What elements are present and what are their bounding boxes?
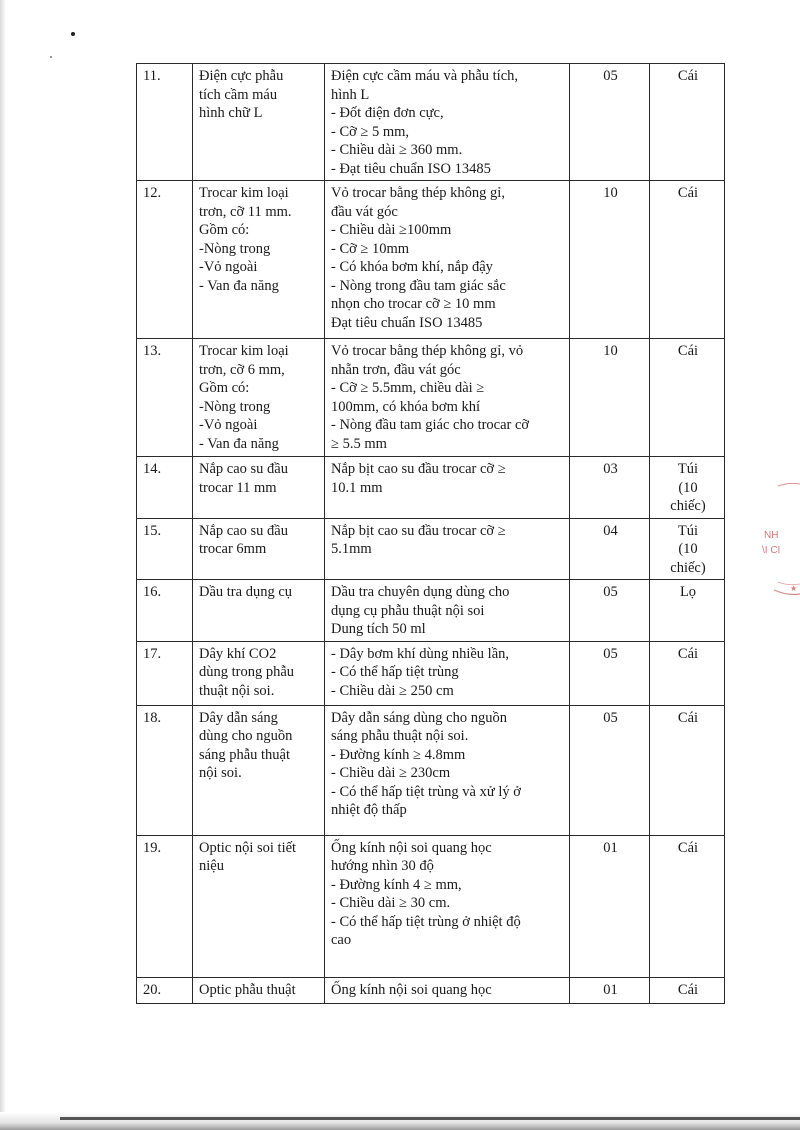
- item-specification: Vỏ trocar bằng thép không gỉ, đầu vát góc - Chiều dài ≥100mm - Cỡ ≥ 10mm - Có khóa bơm khí, nắp đậy - Nòng trong đầu tam giác sắc nhọn cho trocar cỡ ≥ 10 mm Đạt tiêu chuẩn ISO 13485: [325, 181, 570, 339]
- item-quantity: 05: [570, 580, 650, 642]
- item-specification: Vỏ trocar bằng thép không gỉ, vỏ nhẵn trơn, đầu vát góc - Cỡ ≥ 5.5mm, chiều dài ≥ 100mm, có khóa bơm khí - Nòng đầu tam giác cho trocar cỡ ≥ 5.5 mm: [325, 339, 570, 457]
- item-quantity: 05: [570, 64, 650, 181]
- table-row: [137, 181, 725, 339]
- table-row: [137, 641, 725, 705]
- item-name: Trocar kim loại trơn, cỡ 6 mm, Gồm có: -Nòng trong -Vỏ ngoài - Van đa năng: [193, 339, 325, 457]
- stamp-text: NH: [764, 530, 779, 541]
- table-row: [137, 64, 725, 181]
- item-quantity: 04: [570, 518, 650, 580]
- item-specification: - Dây bơm khí dùng nhiều lần, - Có thể hấp tiệt trùng - Chiều dài ≥ 250 cm: [325, 641, 570, 705]
- item-name: Optic nội soi tiết niệu: [193, 835, 325, 977]
- item-number: 14.: [137, 457, 193, 519]
- item-number: 16.: [137, 580, 193, 642]
- item-number: 12.: [137, 181, 193, 339]
- item-name: Dầu tra dụng cụ: [193, 580, 325, 642]
- item-specification: Nắp bịt cao su đầu trocar cỡ ≥ 10.1 mm: [325, 457, 570, 519]
- item-number: 20.: [137, 977, 193, 1003]
- red-stamp-fragment: [760, 478, 800, 608]
- item-specification: Ống kính nội soi quang học: [325, 977, 570, 1003]
- item-name: Trocar kim loại trơn, cỡ 11 mm. Gồm có: -Nòng trong -Vỏ ngoài - Van đa năng: [193, 181, 325, 339]
- table-row: [137, 977, 725, 1003]
- item-name: Nắp cao su đầu trocar 6mm: [193, 518, 325, 580]
- item-specification: Dây dẫn sáng dùng cho nguồn sáng phẫu thuật nội soi. - Đường kính ≥ 4.8mm - Chiều dài ≥ 230cm - Có thể hấp tiệt trùng và xử lý ở nhiệt độ thấp: [325, 705, 570, 835]
- item-unit: Cái: [650, 641, 725, 705]
- item-unit: Cái: [650, 835, 725, 977]
- table-row: [137, 705, 725, 835]
- item-unit: Cái: [650, 181, 725, 339]
- item-name: Dây khí CO2 dùng trong phẫu thuật nội soi.: [193, 641, 325, 705]
- item-quantity: 10: [570, 339, 650, 457]
- item-quantity: 10: [570, 181, 650, 339]
- table-row: [137, 518, 725, 580]
- item-number: 11.: [137, 64, 193, 181]
- item-unit: Cái: [650, 64, 725, 181]
- item-number: 17.: [137, 641, 193, 705]
- svg-text:★: ★: [790, 584, 798, 593]
- item-unit: Lọ: [650, 580, 725, 642]
- item-name: Dây dẫn sáng dùng cho nguồn sáng phẫu thuật nội soi.: [193, 705, 325, 835]
- item-unit: Túi (10 chiếc): [650, 457, 725, 519]
- item-name: Nắp cao su đầu trocar 11 mm: [193, 457, 325, 519]
- item-quantity: 01: [570, 835, 650, 977]
- table-row: [137, 835, 725, 977]
- item-number: 19.: [137, 835, 193, 977]
- item-number: 13.: [137, 339, 193, 457]
- item-name: Điện cực phẫu tích cầm máu hình chữ L: [193, 64, 325, 181]
- item-name: Optic phẫu thuật: [193, 977, 325, 1003]
- item-number: 15.: [137, 518, 193, 580]
- item-quantity: 05: [570, 705, 650, 835]
- page-left-edge-shadow: [0, 0, 6, 1130]
- item-number: 18.: [137, 705, 193, 835]
- table-row: [137, 457, 725, 519]
- table-row: [137, 339, 725, 457]
- scan-speck: [71, 32, 75, 36]
- item-unit: Cái: [650, 339, 725, 457]
- table-row: [137, 580, 725, 642]
- page-bottom-edge-shadow: [0, 1112, 800, 1130]
- stamp-arc-icon: [760, 478, 800, 608]
- item-specification: Dầu tra chuyên dụng dùng cho dụng cụ phẫu thuật nội soi Dung tích 50 ml: [325, 580, 570, 642]
- equipment-spec-table: [136, 63, 725, 1004]
- item-unit: Cái: [650, 977, 725, 1003]
- item-unit: Túi (10 chiếc): [650, 518, 725, 580]
- scan-speck: [50, 56, 52, 58]
- page-bottom-edge-line: [60, 1117, 800, 1120]
- item-quantity: 05: [570, 641, 650, 705]
- item-specification: Điện cực cầm máu và phẫu tích, hình L - Đốt điện đơn cực, - Cỡ ≥ 5 mm, - Chiều dài ≥ 360 mm. - Đạt tiêu chuẩn ISO 13485: [325, 64, 570, 181]
- item-quantity: 01: [570, 977, 650, 1003]
- item-specification: Nắp bịt cao su đầu trocar cỡ ≥ 5.1mm: [325, 518, 570, 580]
- item-specification: Ống kính nội soi quang học hướng nhìn 30 độ - Đường kính 4 ≥ mm, - Chiều dài ≥ 30 cm. - Có thể hấp tiệt trùng ở nhiệt độ cao: [325, 835, 570, 977]
- item-quantity: 03: [570, 457, 650, 519]
- item-unit: Cái: [650, 705, 725, 835]
- stamp-text: \I CI: [762, 545, 781, 556]
